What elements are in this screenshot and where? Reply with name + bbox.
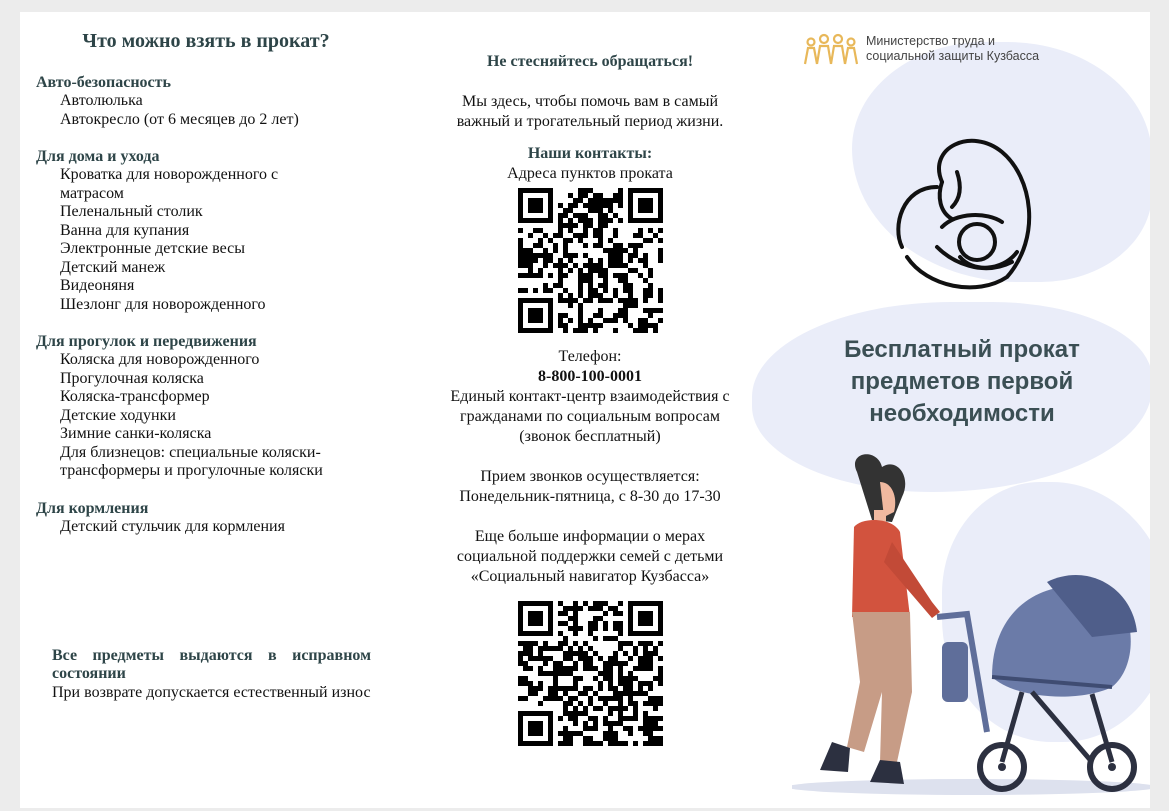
addresses-label: Адреса пунктов проката [507,165,673,182]
rental-item: Автокресло (от 6 месяцев до 2 лет) [60,110,299,128]
rental-item: Пеленальный столик [60,203,203,220]
rental-item: Зимние санки-коляска [60,425,212,442]
section-title: Для кормления [36,499,149,517]
rental-item: Прогулочная коляска [60,369,204,387]
cover-column [782,12,1150,808]
note-title: Все предметы выдаются в исправном состоянии [52,647,371,682]
rental-item: Кроватка для новорожденного с [60,166,279,183]
rental-item: матрасом [60,184,124,202]
more-line-1: Еще больше информации о мерах [474,528,706,545]
more-line-3: «Социальный навигатор Кузбасса» [470,568,710,585]
center-line-2: гражданами по социальным вопросам [460,408,720,425]
rental-item: Детский манеж [60,258,166,276]
phone-number[interactable]: 8-800-100-0001 [538,368,642,385]
section-title: Для прогулок и передвижения [36,333,257,350]
family-logo-icon [802,32,860,66]
rental-item: Ванна для купания [60,221,190,239]
rental-section [36,73,376,129]
rental-item: Детские ходунки [60,406,176,424]
center-line-3: (звонок бесплатный) [519,428,661,445]
rental-item: Электронные детские весы [60,240,245,257]
rental-item: Коляска-трансформер [60,388,210,405]
contact-heading: Не стесняйтесь обращаться! [486,53,694,70]
logo-line-1: Министерство труда и [866,34,995,48]
contacts-heading: Наши контакты: [527,145,653,162]
navigator-qr-code[interactable] [518,601,663,746]
brochure-sheet [20,12,1150,808]
rental-item: Шезлонг для новорожденного [60,295,266,313]
rental-sections [36,73,376,536]
contacts-column [430,52,750,746]
mother-baby-icon [882,127,1047,292]
addresses-qr-code[interactable] [518,188,663,333]
cover-title: Бесплатный прокат предметов первой необходимости [844,336,1080,427]
rental-item: Коляска для новорожденного [60,351,260,368]
logo-line-2: социальной защиты Кузбасса [866,49,1040,63]
rental-section [36,332,376,481]
ministry-logo [802,32,1039,66]
rental-section [36,499,376,537]
center-line-1: Единый контакт-центр взаимодействия с [450,388,730,405]
rental-item: Детский стульчик для кормления [60,517,285,535]
intro-line-1: Мы здесь, чтобы помочь вам в самый [461,93,719,110]
more-line-2: социальной поддержки семей с детьми [456,548,724,565]
condition-note [36,647,371,702]
rental-item: Автолюлька [60,92,143,109]
rental-items-column [36,30,376,554]
rental-section [36,147,376,314]
phone-label: Телефон: [558,348,622,365]
intro-line-2: важный и трогательный период жизни. [456,113,724,130]
rental-item: Видеоняня [60,277,135,294]
hours-line-1: Прием звонков осуществляется: [480,468,700,485]
rental-item: трансформеры и прогулочные коляски [60,462,323,479]
note-text: При возврате допускается естественный износ [52,684,371,701]
hours-line-2: Понедельник-пятница, с 8-30 до 17-30 [459,488,721,505]
rental-heading: Что можно взять в прокат? [82,30,330,52]
rental-item: Для близнецов: специальные коляски- [60,443,321,461]
section-title: Для дома и ухода [36,148,160,165]
section-title: Авто-безопасность [36,74,171,91]
woman-stroller-illustration [792,442,1150,802]
